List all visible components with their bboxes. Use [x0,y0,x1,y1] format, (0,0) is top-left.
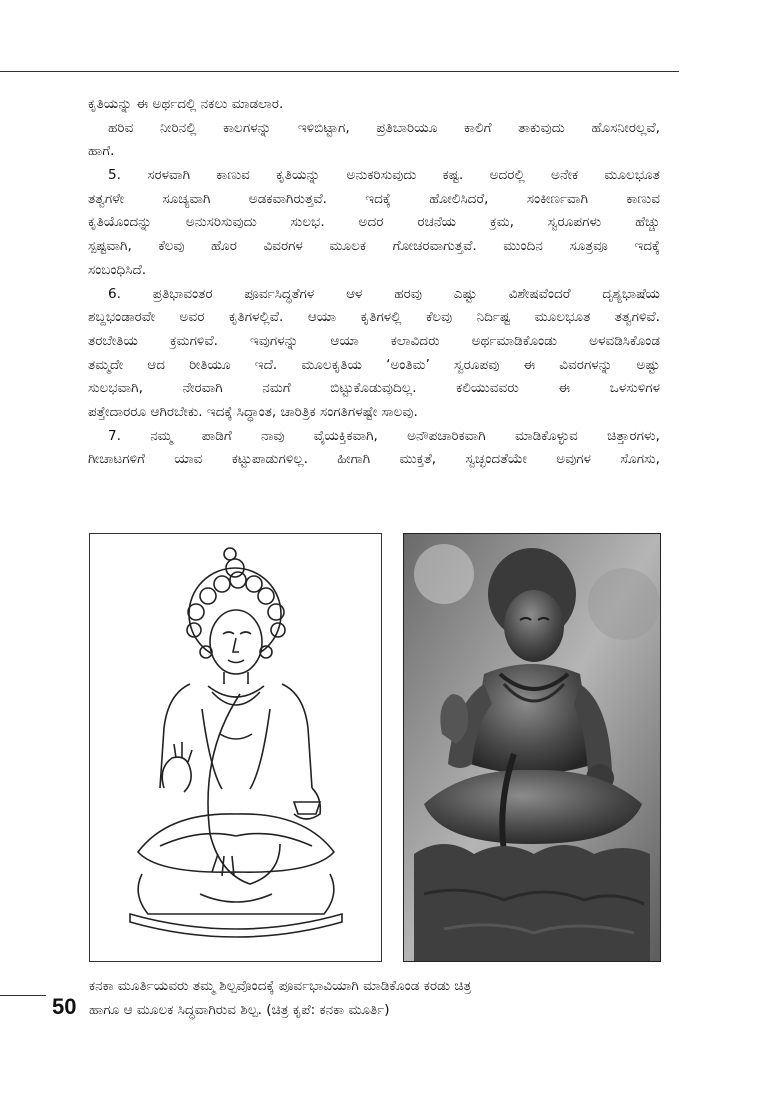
bottom-rule [0,995,46,996]
text-line: 6. ಪ್ರತಿಭಾವಂತರ ಪೂರ್ವಸಿದ್ಧತೆಗಳ ಆಳ ಹರವು ಎಷ್ಟು ವಿಶೇಷವೆಂದರೆ ದೃಶ್ಯಭಾಷೆಯ [108,285,660,302]
top-rule [0,71,679,72]
text-line: ತರಬೇತಿಯ ಕ್ರಮಗಳಿವೆ. ಇವುಗಳನ್ನು ಆಯಾ ಕಲಾವಿದರು ಅರ್ಥಮಾಡಿಕೊಂಡು ಅಳವಡಿಸಿಕೊಂಡ [88,332,660,349]
text-line: ಗೀಚಾಟಗಳಿಗೆ ಯಾವ ಕಟ್ಟುಪಾಡುಗಳಿಲ್ಲ. ಹೀಗಾಗಿ ಮುಕ್ತತೆ, ಸ್ವಚ್ಛಂದತೆಯೇ ಅವುಗಳ ಸೊಗಸು, [88,451,660,468]
page-number: 50 [52,994,77,1019]
sketch-figure [89,533,382,962]
figure-caption [89,974,661,1022]
text-line: ಸುಲಭವಾಗಿ, ನೇರವಾಗಿ ನಮಗೆ ಬಿಟ್ಟುಕೊಡುವುದಿಲ್ಲ. ಕಲಿಯುವವರು ಈ ಒಳಸುಳಿಗಳ [88,380,660,397]
sculpture-photo [403,533,661,962]
text-line: ಸ್ಪಷ್ಟವಾಗಿ, ಕೆಲವು ಹೊರ ವಿವರಗಳ ಮೂಲಕ ಗೋಚರವಾಗುತ್ತವೆ. ಮುಂದಿನ ಸೂತ್ರವೂ ಇದಕ್ಕೆ [88,238,660,255]
text-line: ಕೃತಿಯನ್ನು ಈ ಅರ್ಥದಲ್ಲಿ ನಕಲು ಮಾಡಲಾರ. [88,96,284,112]
caption-line: ಹಾಗೂ ಆ ಮೂಲಕ ಸಿದ್ಧವಾಗಿರುವ ಶಿಲ್ಪ. (ಚಿತ್ರ ಕೃಪೆ: ಕನಕಾ ಮೂರ್ತಿ) [89,1002,390,1018]
text-line: ತತ್ವಗಳೇ ಸೂಚ್ಯವಾಗಿ ಅಡಕವಾಗಿರುತ್ತವೆ. ಇದಕ್ಕೆ ಹೋಲಿಸಿದರೆ, ಸಂಕೀರ್ಣವಾಗಿ ಕಾಣುವ [88,190,660,207]
text-line: 5. ಸರಳವಾಗಿ ಕಾಣುವ ಕೃತಿಯನ್ನು ಅನುಕರಿಸುವುದು ಕಷ್ಟ. ಅದರಲ್ಲಿ ಅನೇಕ ಮೂಲಭೂತ [108,167,660,184]
text-line: 7. ನಮ್ಮ ಪಾಡಿಗೆ ನಾವು ವೈಯಕ್ತಿಕವಾಗಿ, ಅನೌಪಚಾರಿಕವಾಗಿ ಮಾಡಿಕೊಳ್ಳುವ ಚಿತ್ತಾರಗಳು, [108,427,660,444]
caption-line: ಕನಕಾ ಮೂರ್ತಿಯವರು ತಮ್ಮ ಶಿಲ್ಪವೊಂದಕ್ಕೆ ಪೂರ್ವಭಾವಿಯಾಗಿ ಮಾಡಿಕೊಂಡ ಕರಡು ಚಿತ್ರ [89,978,472,994]
seated-figure-sketch [90,534,381,961]
text-line: ಹರಿವ ನೀರಿನಲ್ಲಿ ಕಾಲಗಳನ್ನು ಇಳಿಬಿಟ್ಟಾಗ, ಪ್ರತಿಬಾರಿಯೂ ಕಾಲಿಗೆ ತಾಕುವುದು ಹೊಸನೀರಲ್ಲವೆ, [108,119,660,136]
body-text [88,93,660,472]
text-line: ತಮ್ಮದೇ ಆದ ರೀತಿಯೂ ಇದೆ. ಮೂಲಕೃತಿಯ ‘ಅಂತಿಮ’ ಸ್ವರೂಪವು ಈ ವಿವರಗಳನ್ನು ಅಷ್ಟು [88,356,660,373]
text-line: ಕೃತಿಯೊಂದನ್ನು ಅನುಸರಿಸುವುದು ಸುಲಭ. ಅದರ ರಚನೆಯ ಕ್ರಮ, ಸ್ವರೂಪಗಳು ಹೆಚ್ಚು [88,214,660,231]
text-line: ಪತ್ತೇದಾರರೂ ಆಗಿರಬೇಕು. ಇದಕ್ಕೆ ಸಿದ್ಧಾಂತ, ಚಾರಿತ್ರಿಕ ಸಂಗತಿಗಳಷ್ಟೇ ಸಾಲವು. [88,403,418,420]
text-line: ಸಂಬಂಧಿಸಿದೆ. [88,261,147,278]
text-line: ಶಬ್ದಭಂಡಾರವೇ ಅವರ ಕೃತಿಗಳಲ್ಲಿವೆ. ಆಯಾ ಕೃತಿಗಳಲ್ಲಿ ಕೆಲವು ನಿರ್ದಿಷ್ಟ ಮೂಲಭೂತ ತತ್ವಗಳಿವೆ. [88,309,660,326]
seated-figure-sculpture [404,534,660,961]
text-line: ಹಾಗೆ. [88,143,115,160]
